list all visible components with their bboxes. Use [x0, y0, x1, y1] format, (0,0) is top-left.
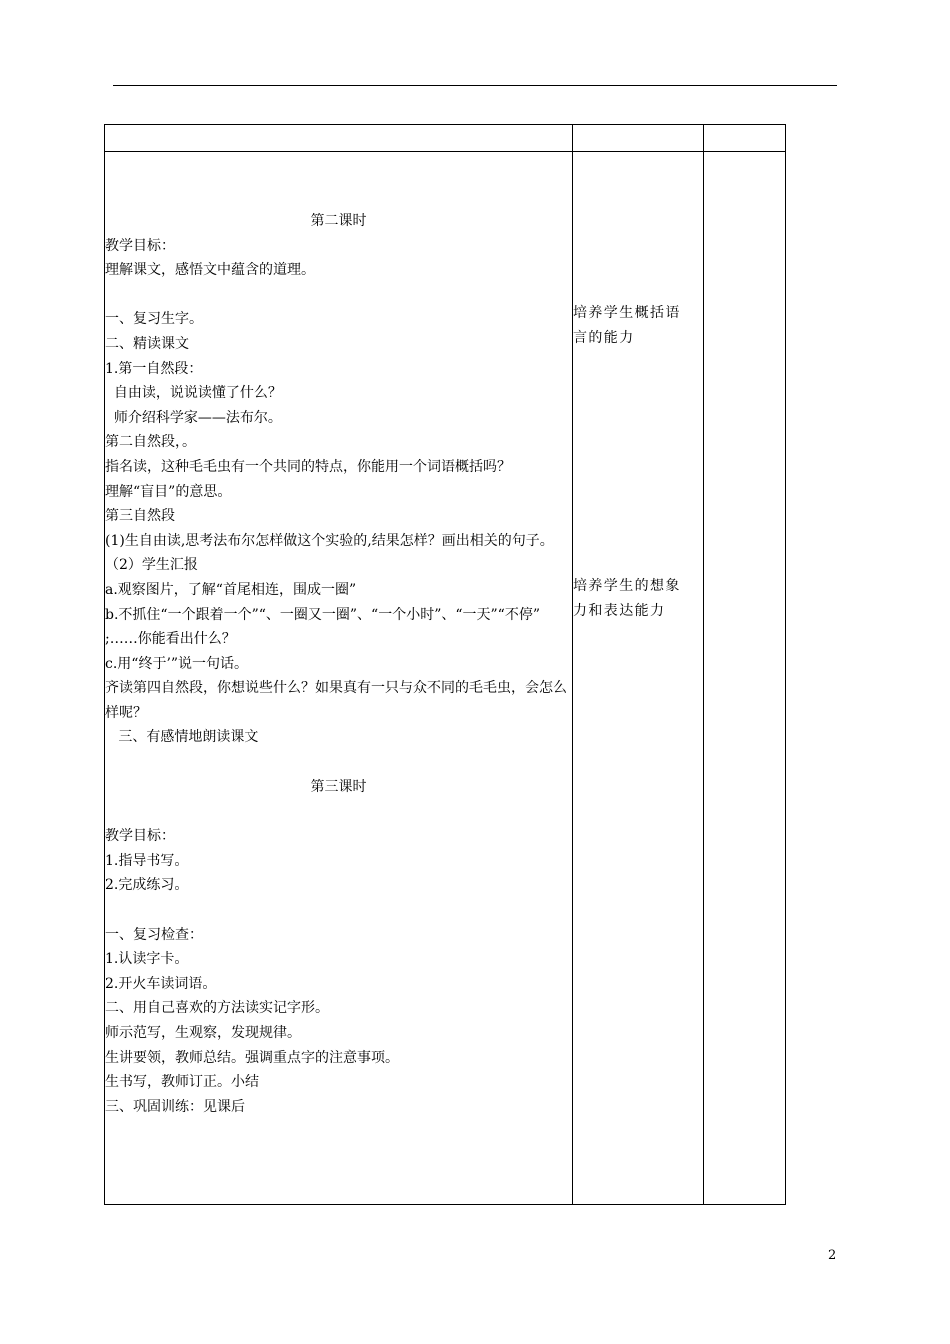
lesson3-line: 二、用自己喜欢的方法读实记字形。 [105, 1000, 329, 1017]
page-number: 2 [828, 1248, 837, 1263]
header-cell-notes [573, 125, 704, 152]
lesson2-line: 1.第一自然段： [105, 360, 203, 377]
table-body-row [105, 152, 786, 1205]
lesson2-line: c.用“终于’”说一句话。 [105, 655, 249, 672]
lesson3-line: 生讲要领，教师总结。强调重点字的注意事项。 [105, 1049, 399, 1066]
lesson2-line [105, 283, 572, 308]
lesson3-line [105, 898, 572, 923]
lesson3-line: 三、巩固训练：见课后 [105, 1098, 245, 1115]
lesson3-title: 第三课时 [310, 779, 367, 796]
note-imagination: 培养学生的想象力和表达能力 [573, 578, 681, 619]
lesson2-line: 三、有感情地朗读课文 [105, 729, 259, 746]
header-cell-extra [704, 125, 786, 152]
lesson2-line: 指名读，这种毛毛虫有一个共同的特点，你能用一个词语概括吗？ [105, 458, 511, 475]
lesson2-line: a.观察图片，了解“首尾相连，围成一圈” [105, 581, 357, 598]
lesson2-line: （2）学生汇报 [105, 557, 198, 574]
lesson2-section [105, 209, 572, 234]
notes-cell [573, 152, 704, 1205]
lesson3-line: 1.指导书写。 [105, 852, 189, 869]
lesson2-title: 第二课时 [310, 213, 367, 229]
lesson2-line: 理解课文，感悟文中蕴含的道理。 [105, 262, 315, 279]
lesson3-line: 一、复习检查： [105, 926, 203, 943]
lesson2-line: 理解“盲目”的意思。 [105, 483, 232, 500]
extra-cell [704, 152, 786, 1205]
lesson2-line: (1)生自由读,思考法布尔怎样做这个实验的,结果怎样？画出相关的句子。 [105, 532, 554, 549]
lesson2-line: 一、复习生字。 [105, 311, 203, 328]
lesson3-line: 2.开火车读词语。 [105, 975, 217, 992]
header-cell-content [105, 125, 573, 152]
lesson3-section [105, 775, 572, 824]
lesson3-body [105, 824, 572, 1119]
lesson3-line: 教学目标： [105, 828, 175, 845]
lesson3-line: 师示范写，生观察，发现规律。 [105, 1025, 301, 1041]
table-header-row [105, 125, 786, 152]
lesson3-line: 1.认读字卡。 [105, 951, 189, 968]
lesson2-line: 自由读，说说读懂了什么？ [105, 385, 282, 402]
lesson2-line: 齐读第四自然段，你想说些什么？如果真有一只与众不同的毛毛虫，会怎么样呢？ [105, 680, 567, 721]
header-rule [113, 85, 837, 86]
lesson2-line: 第二自然段，。 [105, 434, 196, 451]
lesson2-line: 第三自然段 [105, 508, 175, 525]
lesson2-line: b.不抓住“一个跟着一个”“、一圈又一圈”、“一个小时”、“一天”“不停” ;……你能看出什么？ [105, 606, 549, 648]
lesson3-line: 2.完成练习。 [105, 877, 189, 894]
lesson2-line: 师介绍科学家——法布尔。 [105, 409, 282, 426]
lesson2-body [105, 234, 572, 750]
lesson2-line: 二、精读课文 [105, 335, 189, 352]
note-summarize: 培养学生概括语言的能力 [573, 305, 681, 346]
lesson-plan-table [104, 124, 786, 1205]
lesson3-line: 生书写，教师订正。小结 [105, 1074, 259, 1091]
content-cell [105, 152, 573, 1205]
lesson2-line: 教学目标： [105, 237, 175, 254]
